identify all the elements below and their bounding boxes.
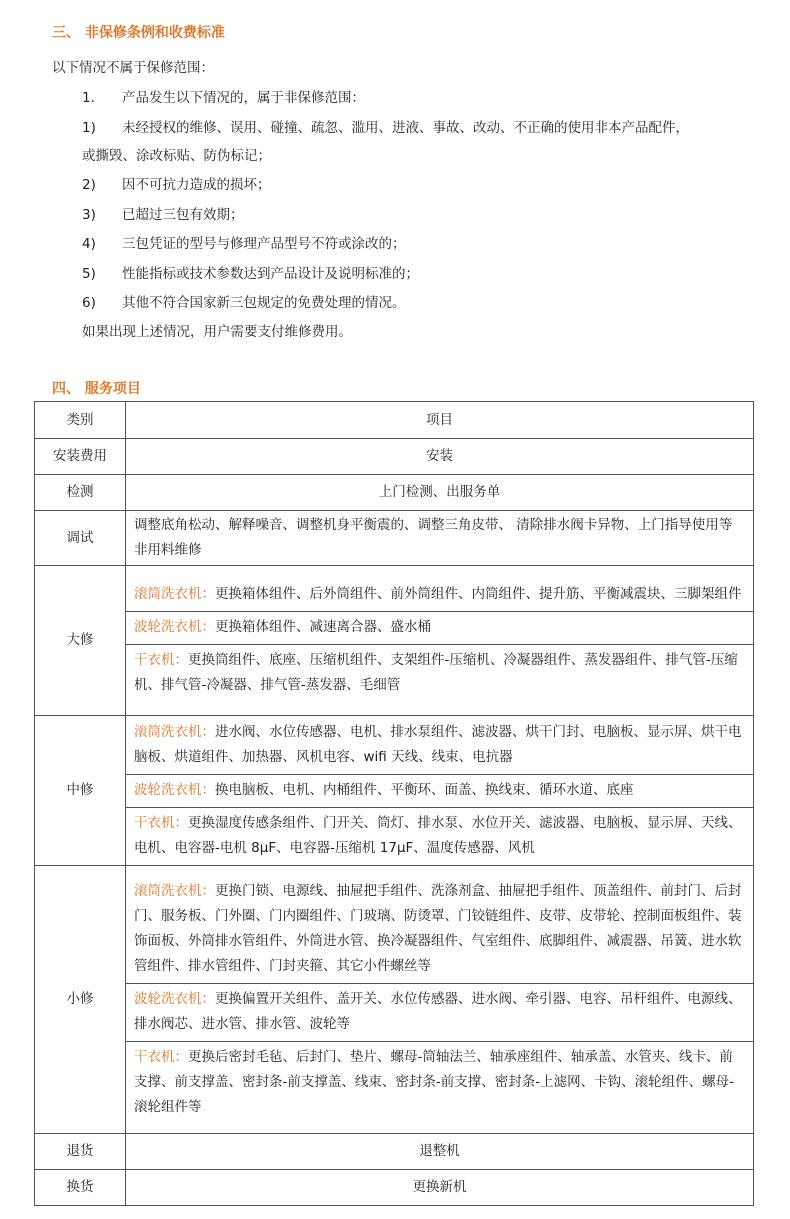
row-category: 检测 — [35, 475, 126, 511]
subitem-drum — [126, 579, 753, 612]
subitem-drum — [126, 876, 753, 984]
subitem-text: 更换偏置开关组件、盖开关、水位传感器、进水阀、牵引器、电容、吊杆组件、电源线、排水阀芯、进水管、排水管、波轮等 — [134, 990, 742, 1032]
list-item-text: 产品发生以下情况的，属于非保修范围： — [122, 90, 365, 106]
row-subitems — [126, 716, 754, 866]
section3-footer: 如果出现上述情况，用户需要支付维修费用。 — [82, 324, 352, 340]
row-item: 调整底角松动、解释噪音、调整机身平衡震的、调整三角皮带、 清除排水阀卡异物、上门指导使用等非用料维修 — [126, 511, 754, 566]
subitem-label: 滚筒洗衣机： — [134, 586, 215, 602]
list-item-number: 6) — [82, 295, 96, 311]
list-item — [82, 116, 689, 136]
subitem-text: 更换箱体组件、减速离合器、盛水桶 — [215, 619, 431, 635]
list-item-text: 因不可抗力造成的损坏； — [122, 177, 271, 193]
table-row-minor — [35, 866, 754, 1134]
table-row — [35, 511, 754, 566]
section3-title: 三、 非保修条例和收费标准 — [52, 25, 225, 41]
list-item — [82, 203, 244, 223]
list-item-number: 4) — [82, 236, 96, 252]
subitem-pulsator — [126, 984, 753, 1042]
row-subitems — [126, 566, 754, 716]
list-item-number: 1) — [82, 120, 96, 136]
list-item — [82, 262, 419, 282]
subitem-pulsator — [126, 612, 753, 645]
row-item: 安装 — [126, 439, 754, 475]
list-item-text: 已超过三包有效期； — [122, 207, 244, 223]
row-item: 更换新机 — [126, 1170, 754, 1206]
subitem-text: 更换门锁、电源线、抽屉把手组件、洗涤剂盒、抽屉把手组件、顶盖组件、前封门、后封门、服务板、门外圈、门内圈组件、门玻璃、防烫罩、门铰链组件、皮带、皮带轮、控制面板组件、装饰面板、外筒排水管组件、外筒进水管、换冷凝器组件、气室组件、底脚组件、减震器、吊簧、进水软管组件、排水管组件、门封夹箍、其它小件螺丝等 — [134, 882, 742, 974]
row-item: 上门检测、出服务单 — [126, 475, 754, 511]
section3-intro: 以下情况不属于保修范围： — [52, 60, 214, 76]
header-category: 类别 — [35, 402, 126, 439]
list-item-number: 5) — [82, 266, 96, 282]
subitem-label: 波轮洗衣机： — [134, 781, 215, 798]
subitem-dryer — [126, 645, 753, 702]
subitem-text: 进水阀、水位传感器、电机、排水泵组件、滤波器、烘干门封、电脑板、显示屏、烘干电脑板、烘道组件、加热器、风机电容、wifi 天线、线束、电抗器 — [134, 723, 742, 765]
subitem-label: 滚筒洗衣机： — [134, 882, 215, 899]
list-item-text: 性能指标或技术参数达到产品设计及说明标准的； — [122, 266, 419, 282]
subitem-label: 滚筒洗衣机： — [134, 723, 215, 740]
section4-title: 四、 服务项目 — [52, 381, 141, 397]
table-header-row — [35, 402, 754, 439]
subitem-dryer — [126, 1042, 753, 1124]
subitem-dryer — [126, 808, 753, 865]
table-row — [35, 439, 754, 475]
table-row — [35, 475, 754, 511]
subitem-label: 干衣机： — [134, 652, 188, 668]
subitem-label: 波轮洗衣机： — [134, 990, 215, 1007]
table-row-medium — [35, 716, 754, 866]
subitem-text: 更换筒组件、底座、压缩机组件、支架组件-压缩机、冷凝器组件、蒸发器组件、排气管-压缩机、排气管-冷凝器、排气管-蒸发器、毛细管 — [134, 652, 738, 693]
subitem-text: 更换后密封毛毡、后封门、垫片、螺母-筒轴法兰、轴承座组件、轴承盖、水管夹、线卡、前支撑、前支撑盖、密封条-前支撑盖、线束、密封条-前支撑、密封条-上滤网、卡钩、滚轮组件、螺母-滚轮组件等 — [134, 1048, 734, 1115]
list-item-text: 三包凭证的型号与修理产品型号不符或涂改的； — [122, 236, 406, 252]
list-item-number: 2) — [82, 177, 96, 193]
list-item-continuation: 或撕毁、涂改标贴、防伪标记； — [82, 148, 271, 164]
list-item-main — [82, 86, 365, 106]
table-row — [35, 1134, 754, 1170]
list-item — [82, 173, 271, 193]
list-item-text: 其他不符合国家新三包规定的免费处理的情况。 — [122, 295, 406, 311]
subitem-drum — [126, 717, 753, 775]
row-item: 退整机 — [126, 1134, 754, 1170]
row-category: 退货 — [35, 1134, 126, 1170]
row-category: 调试 — [35, 511, 126, 566]
subitem-text: 更换箱体组件、后外筒组件、前外筒组件、内筒组件、提升筋、平衡减震块、三脚架组件 — [215, 586, 742, 602]
list-item — [82, 232, 406, 252]
row-category: 小修 — [35, 866, 126, 1134]
table-row — [35, 1170, 754, 1206]
subitem-text: 更换湿度传感条组件、门开关、筒灯、排水泵、水位开关、滤波器、电脑板、显示屏、天线、电机、电容器-电机 8μF、电容器-压缩机 17μF、温度传感器、风机 — [134, 814, 742, 856]
subitem-text: 换电脑板、电机、内桶组件、平衡环、面盖、换线束、循环水道、底座 — [215, 781, 634, 798]
subitem-label: 干衣机： — [134, 1048, 188, 1065]
list-item — [82, 291, 406, 311]
service-table — [34, 401, 754, 1206]
subitem-label: 波轮洗衣机： — [134, 619, 215, 635]
row-category: 换货 — [35, 1170, 126, 1206]
table-row-major — [35, 566, 754, 716]
list-item-text: 未经授权的维修、误用、碰撞、疏忽、滥用、进液、事故、改动、不正确的使用非本产品配件， — [122, 120, 689, 136]
subitem-label: 干衣机： — [134, 814, 188, 831]
row-category: 大修 — [35, 566, 126, 716]
row-category: 中修 — [35, 716, 126, 866]
list-item-number: 3) — [82, 207, 96, 223]
header-item: 项目 — [126, 402, 754, 439]
row-subitems — [126, 866, 754, 1134]
row-category: 安装费用 — [35, 439, 126, 475]
subitem-pulsator — [126, 775, 753, 808]
list-item-number: 1. — [82, 90, 95, 106]
